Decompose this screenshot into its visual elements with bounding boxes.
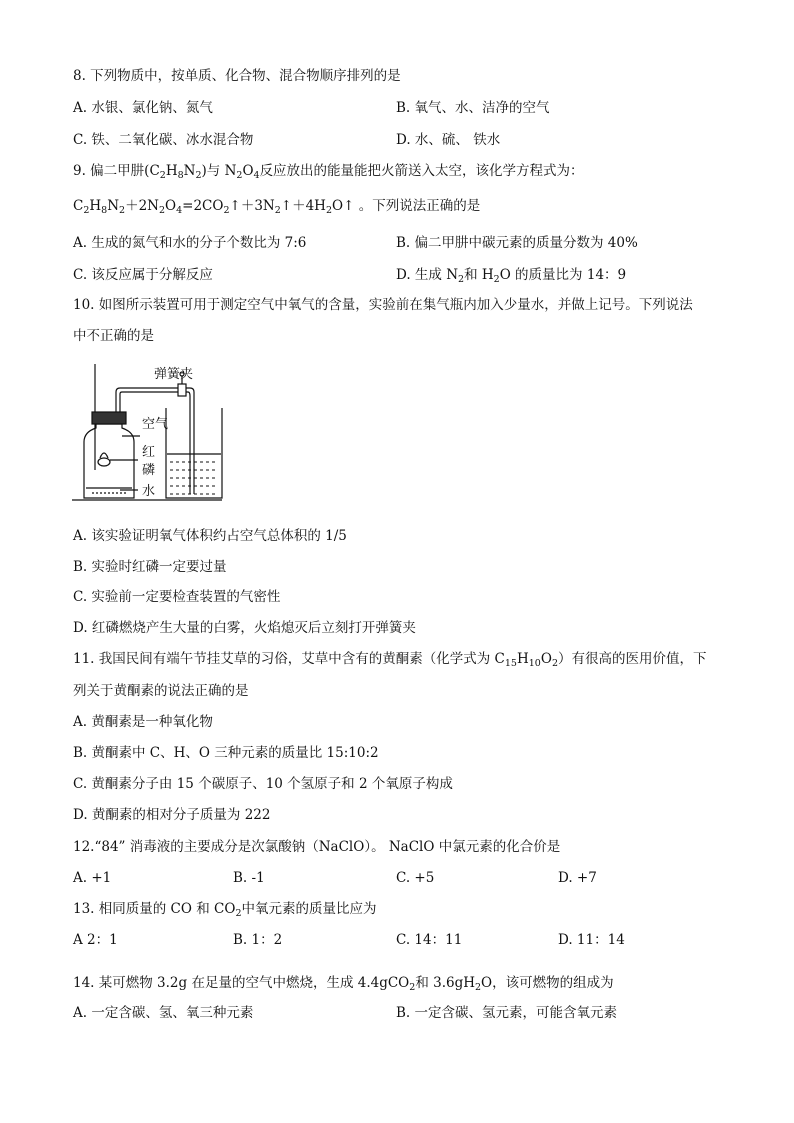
q10-option-b: B. 实验时红磷一定要过量: [73, 559, 227, 575]
q13-option-c: C. 14：11: [396, 932, 463, 948]
q9-option-d: D. 生成 $N_2$和 $H_2O$ 的质量比为 14：9: [396, 267, 627, 285]
q9-option-c: C. 该反应属于分解反应: [73, 267, 213, 283]
label-water: 水: [142, 484, 156, 499]
q13-option-a: A 2：1: [73, 932, 118, 948]
q11-option-b: B. 黄酮素中 C、H、O 三种元素的质量比 15:10:2: [73, 745, 379, 761]
label-red: 红: [142, 445, 156, 460]
q11-option-a: A. 黄酮素是一种氧化物: [73, 714, 213, 730]
q8-option-c: C. 铁、二氧化碳、冰水混合物: [73, 132, 254, 148]
q10-option-d: D. 红磷燃烧产生大量的白雾，火焰熄灭后立刻打开弹簧夹: [73, 620, 416, 636]
q12-option-a: A. +1: [73, 870, 112, 886]
q12-option-d: D. +7: [558, 870, 597, 886]
label-phosphorus: 磷: [142, 463, 156, 478]
q13-option-b: B. 1：2: [233, 932, 283, 948]
q9-equation: $C_2H_8N_2+2N_2O_4=2CO_2↑+3N_2↑+4H_2O↑$ 。下列说法正确的是: [73, 198, 481, 216]
q14-option-b: B. 一定含碳、氢元素，可能含氧元素: [396, 1005, 618, 1021]
q10-apparatus-figure: [70, 362, 230, 504]
q12-option-b: B. -1: [233, 870, 265, 886]
q11-option-c: C. 黄酮素分子由 15 个碳原子、10 个氢原子和 2 个氧原子构成: [73, 776, 453, 792]
q8-option-a: A. 水银、氯化钠、氮气: [73, 100, 213, 116]
q14-option-a: A. 一定含碳、氢、氧三种元素: [73, 1005, 254, 1021]
q8-stem: 8. 下列物质中，按单质、化合物、混合物顺序排列的是: [73, 68, 401, 84]
q12-stem: 12.“84” 消毒液的主要成分是次氯酸钠（NaClO）。 NaClO 中氯元素的化合价是: [73, 839, 561, 855]
q14-stem: 14. 某可燃物 3.2g 在足量的空气中燃烧，生成 4.4gCO$_2$和 $3.6gH_2O$，该可燃物的组成为: [73, 975, 614, 993]
label-air: 空气: [142, 417, 169, 432]
q11-stem-line1: 11. 我国民间有端午节挂艾草的习俗，艾草中含有的黄酮素（化学式为 $C_{15}H_{10}O_2$）有很高的医用价值，下: [73, 651, 707, 669]
q10-option-a: A. 该实验证明氧气体积约占空气总体积的 1/5: [73, 528, 347, 544]
q9-option-b: B. 偏二甲肼中碳元素的质量分数为 40%: [396, 235, 638, 251]
q8-option-d: D. 水、硫、 铁水: [396, 132, 501, 148]
q10-option-c: C. 实验前一定要检查装置的气密性: [73, 589, 281, 605]
q13-stem: 13. 相同质量的 CO 和 $CO_2$中氧元素的质量比应为: [73, 901, 377, 919]
q10-stem-line1: 10. 如图所示装置可用于测定空气中氧气的含量，实验前在集气瓶内加入少量水，并做上记号。下列说法: [73, 297, 693, 313]
q9-stem: 9. 偏二甲肼$(C_2H_8N_2)$与 $N_2O_4$反应放出的能量能把火箭送入太空，该化学方程式为：: [73, 163, 584, 181]
q8-option-b: B. 氧气、水、洁净的空气: [396, 100, 550, 116]
q10-stem-line2: 中不正确的是: [73, 328, 154, 344]
q9-option-a: A. 生成的氮气和水的分子个数比为 7:6: [73, 235, 307, 251]
q13-option-d: D. 11：14: [558, 932, 625, 948]
q12-option-c: C. +5: [396, 870, 435, 886]
label-spring-clip: 弹簧夹: [154, 367, 194, 382]
q11-option-d: D. 黄酮素的相对分子质量为 222: [73, 807, 271, 823]
q11-stem-line2: 列关于黄酮素的说法正确的是: [73, 683, 249, 699]
